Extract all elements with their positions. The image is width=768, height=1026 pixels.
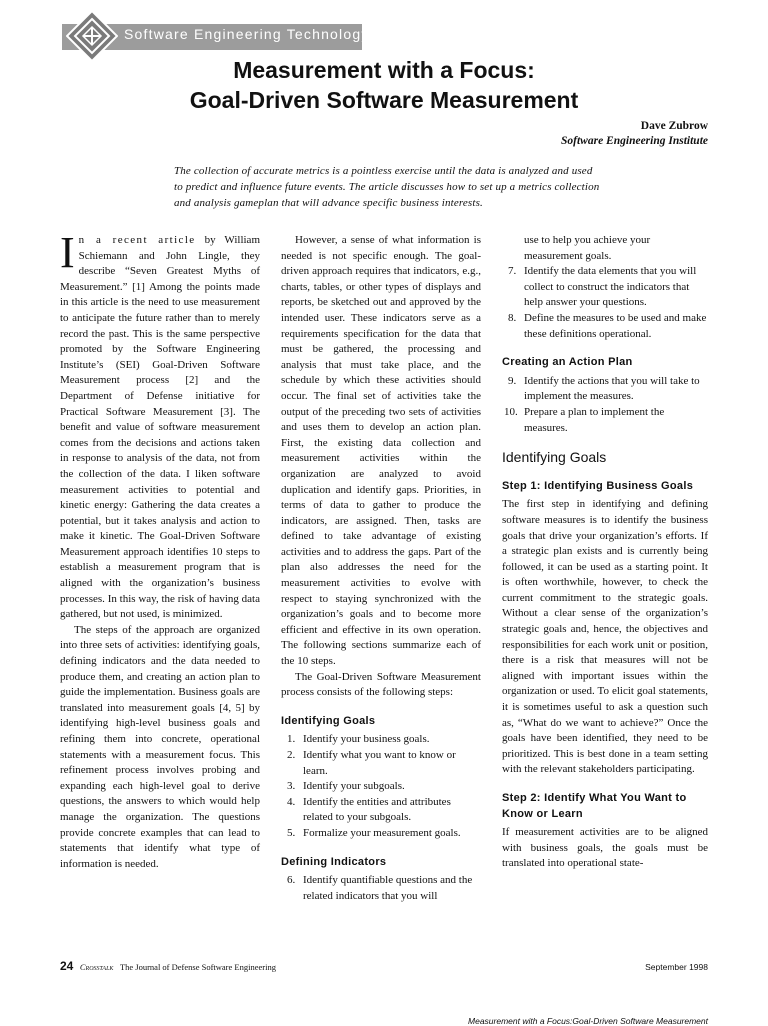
page-number: 24 xyxy=(60,959,74,973)
author-name: Dave Zubrow xyxy=(640,120,708,132)
list-item: 5. Formalize your measurement goals. xyxy=(287,826,461,839)
list-item: 2. Identify what you want to know or learn. xyxy=(287,749,456,777)
body-paragraph: If measurement activities are to be aligned with business goals, the goals must be translated into operational state- xyxy=(502,826,708,870)
intro-paragraph xyxy=(60,228,260,623)
drop-cap: I xyxy=(60,228,75,277)
goals-list xyxy=(281,732,481,841)
subhead-action-plan: Creating an Action Plan xyxy=(502,356,633,369)
subhead-step-1: Step 1: Identifying Business Goals xyxy=(502,479,694,492)
list-item: 1. Identify your business goals. xyxy=(287,733,430,746)
list-item: 4. Identify the entities and attributes related to your subgoals. xyxy=(287,795,451,824)
column-1 xyxy=(60,228,260,872)
title-line-1: Measurement with a Focus: xyxy=(233,57,535,83)
title-line-2: Goal-Driven Software Measurement xyxy=(189,87,579,113)
list-item: 8. Define the measures to be used and make these definitions operational. xyxy=(508,311,707,340)
indicators-list-cont xyxy=(502,233,708,342)
abstract: The collection of accurate metrics is a pointless exercise until the data is analyzed and used to predict and influence future events. The article discusses how to set up a metrics collection and analysis gameplan that will advance specific business interests. xyxy=(174,165,600,209)
list-item: use to help you achieve your measurement goals. xyxy=(524,234,651,262)
body-paragraph: However, a sense of what information is needed is not specific enough. The goal-driven approach requires that indicators, e.g., charts, tables, or other types of displays and reports, be sketched out and approved by the intended user. These indicators serve as a requirements specification for the data that must be gathered, the processing and analysis that must take place, and the schedule by which these activities should occur. The final set of activities take the output of the preceding two sets of activities and uses them to develop an action plan. First, the existing data collection and measurement activities within the organization are analyzed to avoid duplication and identify gaps. Priorities, in terms of data to gather to produce the indicators, are assigned. Then, tasks are defined to take advantage of existing activities and to address the gaps. Part of the plan also addresses the need for the measurement activities to evolve with respect to staying synchronized with the organization’s goals and to become more efficient and effective in its own operation. The following sections summarize each of the 10 steps. xyxy=(281,234,481,668)
indicators-list xyxy=(281,873,481,904)
section-heading-identifying-goals: Identifying Goals xyxy=(502,449,607,466)
list-item: 10. Prepare a plan to implement the measures. xyxy=(504,405,665,434)
lead-in: n a recent article xyxy=(78,234,196,246)
subhead-step-2: Step 2: Identify What You Want to Know or Learn xyxy=(502,792,687,820)
list-item: 3. Identify your subgoals. xyxy=(287,780,405,793)
body-paragraph: The Goal-Driven Software Measurement process consists of the following steps: xyxy=(281,670,481,699)
journal-subtitle: The Journal of Defense Software Engineering xyxy=(119,962,276,972)
article-title xyxy=(0,55,768,115)
running-title: Measurement with a Focus:Goal-Driven Software Measurement xyxy=(468,1016,708,1026)
action-list xyxy=(502,374,708,436)
column-3 xyxy=(502,233,708,872)
author-block xyxy=(561,119,708,149)
journal-name: Crosstalk xyxy=(79,962,114,972)
author-affiliation: Software Engineering Institute xyxy=(561,135,708,147)
section-band-label: Software Engineering Technology xyxy=(124,26,370,42)
list-item: 9. Identify the actions that you will take to implement the measures. xyxy=(508,374,700,403)
list-item: 7. Identify the data elements that you will collect to construct the indicators that help answer your questions. xyxy=(508,265,697,309)
body-paragraph: The steps of the approach are organized into three sets of activities: identifying goals, defining indicators and the data needed to produce them, and creating an action plan to guide the implementation. Business goals are translated into measurement goals [4, 5] by identifying high-level business goals and refining them into concrete, operational statements with a measurement focus. This refinement process involves probing and expanding each high-level goal to derive questions, the answers to which would help manage the organization. The questions provide concrete examples that can lead to statements that identify what type of information is needed. xyxy=(60,623,260,870)
intro-text: by William Schiemann and John Lingle, they describe “Seven Greatest Myths of Measurement.” [1] Among the points made in this article is the need to use measurement to anticipate the future rather than to merely record the past. This is the same perspective promoted by the Software Engineering Institute’s (SEI) Goal-Driven Software Measurement process [2] and the Department of Defense initiative for Practical Software Measurement [3]. The benefit and value of software measurement comes from the decisions and actions taken in response to analysis of the data, not from the collection of the data. I liken software measurement activities to potential and kinetic energy: Gathering the data creates a potential, but it takes analysis and action to make it kinetic. The Goal-Driven Software Measurement approach identifies 10 steps to establish a measurement program that is aligned with the organization’s business processes. In this way, the risk of having data gathered, but not used, is minimized. xyxy=(60,234,260,621)
body-paragraph: The first step in identifying and defining software measures is to identify the business goals that drive your organization’s efforts. If a strategic plan exists and is currently being followed, it can be used as a starting point. It is often worthwhile, however, to check the current commitment to the strategic goals. Without a clear sense of the organization’s strategic goals and, hence, the objectives and responsibilities for each work unit or position, there is a risk that measures will not be aligned with important issues within the organization or used. To elicit goal statements, it is sometimes useful to ask a question such as, “What do we want to achieve?” Once the goals have been identified, they need to be prioritized. This is best done in a team setting with the relevant stakeholders participating. xyxy=(502,498,708,776)
subhead-identifying-goals: Identifying Goals xyxy=(281,714,376,727)
list-item: 6. Identify quantifiable questions and the related indicators that you will xyxy=(287,874,473,902)
column-2 xyxy=(281,233,481,904)
footer-left xyxy=(60,959,276,973)
subhead-defining-indicators: Defining Indicators xyxy=(281,855,387,868)
footer-date: September 1998 xyxy=(645,962,708,972)
